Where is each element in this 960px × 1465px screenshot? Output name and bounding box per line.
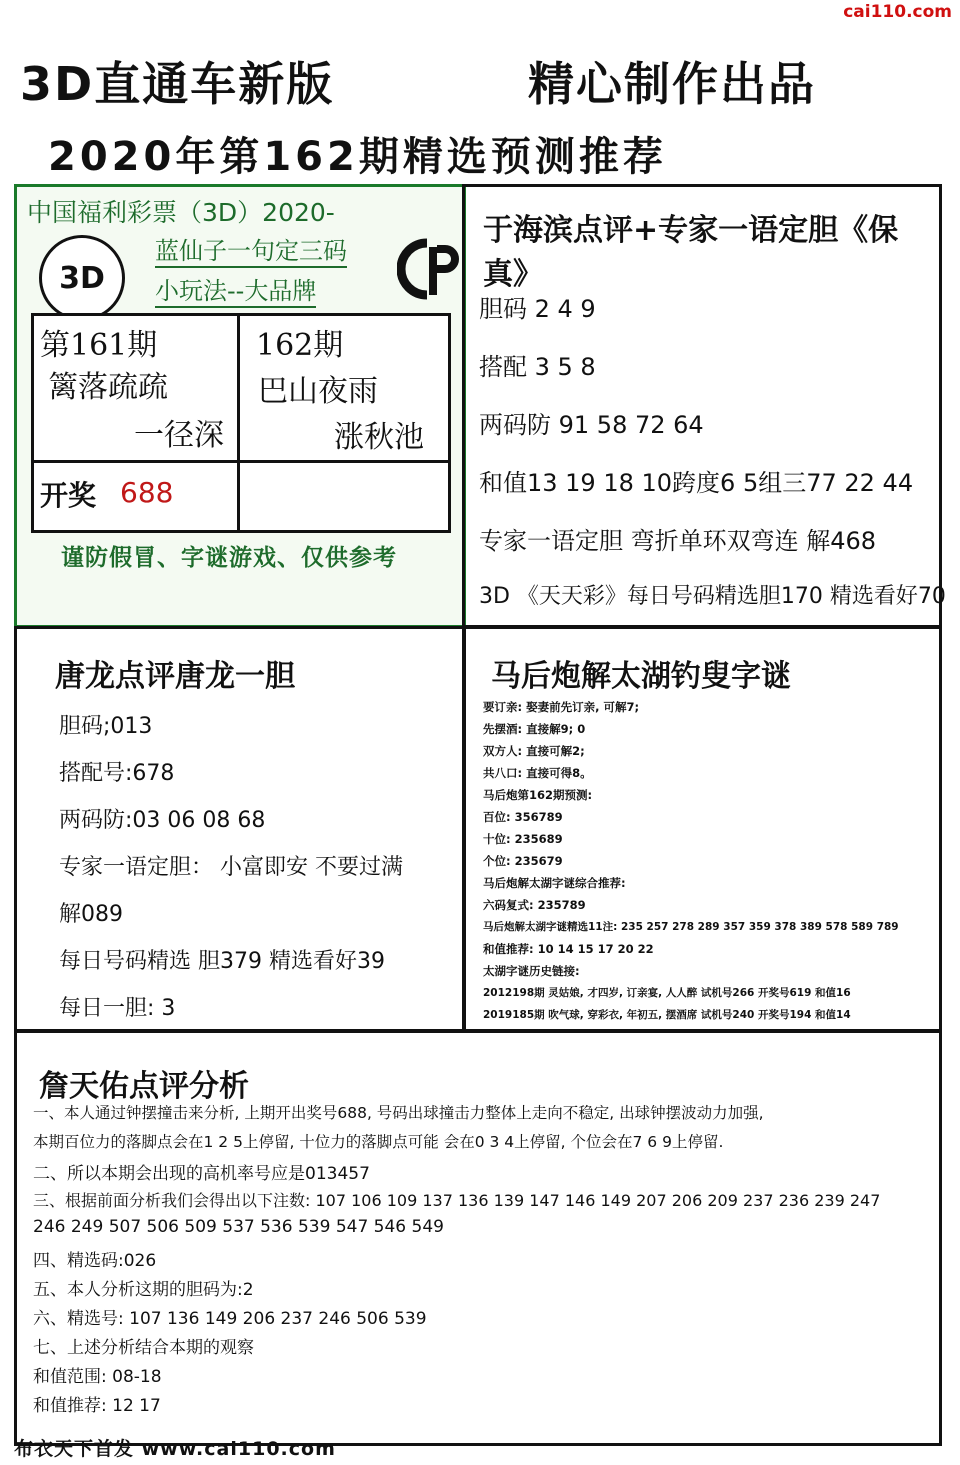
prev-riddle-line2: 一径深 — [134, 418, 224, 453]
period-grid — [31, 313, 451, 533]
zhan-panel — [14, 1030, 942, 1446]
cur-riddle-line1: 巴山夜雨 — [258, 374, 378, 409]
zhan-title: 詹天佑点评分析 — [39, 1069, 249, 1104]
cur-period-label: 162期 — [256, 328, 344, 363]
yu-line: 搭配 3 5 8 — [479, 353, 596, 381]
zhan-line: 六、精选号: 107 136 149 206 237 246 506 539 — [33, 1309, 427, 1329]
zhan-line: 和值范围: 08-18 — [33, 1367, 162, 1387]
mahou-title: 马后炮解太湖钓叟字谜 — [491, 659, 791, 694]
mahou-line: 百位: 356789 — [483, 810, 563, 824]
tang-line: 每日一胆: 3 — [59, 996, 176, 1021]
logo-text: 3D — [59, 260, 105, 296]
cur-riddle-line2: 涨秋池 — [334, 420, 424, 455]
ticket-title: 中国福利彩票（3D）2020- — [27, 198, 335, 227]
mahou-line: 和值推荐: 10 14 15 17 20 22 — [483, 942, 654, 956]
ticket-slogan-1: 蓝仙子一句定三码 — [155, 231, 347, 268]
zhan-line: 二、所以本期会出现的高机率号应是013457 — [33, 1164, 370, 1184]
zhan-line: 五、本人分析这期的胆码为:2 — [33, 1280, 254, 1300]
zhan-line: 一、本人通过钟摆撞击来分析, 上期开出奖号688, 号码出球撞击力整体上走向不稳定, 出球钟摆波动力加强, — [33, 1104, 764, 1122]
mahou-line: 六码复式: 235789 — [483, 898, 586, 912]
yu-title: 于海滨点评+专家一语定胆《保真》 — [483, 213, 899, 292]
zhan-line: 七、上述分析结合本期的观察 — [33, 1338, 254, 1358]
mahou-line: 双方人: 直接可解2; — [483, 744, 585, 758]
tang-line: 两码防:03 06 08 68 — [59, 808, 266, 833]
zhan-line: 三、根据前面分析我们会得出以下注数: 107 106 109 137 136 139 147 146 149 207 206 209 237 236 239 247 — [33, 1191, 881, 1210]
3d-logo-icon — [39, 235, 125, 321]
mahou-line: 马后炮解太湖字谜综合推荐: — [483, 876, 626, 890]
prev-period-label: 第161期 — [40, 328, 158, 363]
tang-line: 专家一语定胆： 小富即安 不要过满 — [59, 855, 403, 880]
tang-line: 胆码;013 — [59, 714, 153, 739]
yu-line: 专家一语定胆 弯折单环双弯连 解468 — [479, 527, 877, 555]
lottery-ticket — [14, 184, 466, 628]
mahou-line: 2019185期 吹气球, 穿彩衣, 年初五, 摆酒席 试机号240 开奖号194 和值14 — [483, 1009, 851, 1021]
yu-line: 胆码 2 4 9 — [479, 295, 596, 323]
yu-line: 两码防 91 58 72 64 — [479, 411, 704, 439]
zhan-line: 四、精选码:026 — [33, 1251, 157, 1271]
site-watermark-top: cai110.com — [843, 2, 952, 22]
open-label: 开奖 — [40, 479, 97, 512]
mahou-line: 要订亲: 娶妻前先订亲, 可解7; — [483, 700, 640, 714]
mahou-line: 先摆酒: 直接解9; 0 — [483, 722, 586, 736]
tang-line: 每日号码精选 胆379 精选看好39 — [59, 949, 385, 974]
prev-riddle-line1: 篱落疏疏 — [48, 370, 168, 405]
header-left-title: 3D直通车新版 — [20, 57, 335, 111]
footer-source: 布衣天下首发 www.cai110.com — [14, 1438, 336, 1460]
tang-line: 解089 — [59, 902, 123, 927]
zhan-line: 本期百位力的落脚点会在1 2 5上停留, 十位力的落脚点可能 会在0 3 4上停留, 个位会在7 6 9上停留. — [33, 1133, 724, 1151]
ticket-slogan-2: 小玩法--大品牌 — [155, 271, 316, 308]
mahou-line: 太湖字谜历史链接: — [483, 964, 580, 978]
header-right-title: 精心制作出品 — [528, 57, 816, 111]
mahou-line: 共八口: 直接可得8。 — [483, 766, 592, 780]
ticket-warning: 谨防假冒、字谜游戏、仅供参考 — [61, 545, 397, 571]
mahou-line: 2012198期 灵姑娘, 才四岁, 订亲宴, 人人醉 试机号266 开奖号619 和值16 — [483, 987, 851, 999]
zhan-line: 和值推荐: 12 17 — [33, 1396, 161, 1416]
mahou-panel — [462, 626, 942, 1032]
yu-panel — [462, 184, 946, 628]
tang-title: 唐龙点评唐龙一胆 — [55, 659, 295, 694]
tang-line: 搭配号:678 — [59, 761, 175, 786]
open-number: 688 — [120, 476, 174, 509]
tang-panel — [14, 626, 466, 1032]
mahou-line: 马后炮第162期预测: — [483, 788, 593, 802]
yu-line: 3D 《天天彩》每日号码精选胆170 精选看好70 — [479, 584, 946, 609]
mahou-line: 个位: 235679 — [483, 854, 563, 868]
welfare-lottery-logo-icon — [397, 237, 461, 301]
yu-line: 和值13 19 18 10跨度6 5组三77 22 44 — [479, 469, 914, 497]
header-subtitle: 2020年第162期精选预测推荐 — [48, 134, 667, 180]
mahou-line: 十位: 235689 — [483, 832, 563, 846]
zhan-line: 246 249 507 506 509 537 536 539 547 546 549 — [33, 1217, 444, 1237]
mahou-line: 马后炮解太湖字谜精选11注: 235 257 278 289 357 359 378 389 578 589 789 — [483, 921, 899, 933]
